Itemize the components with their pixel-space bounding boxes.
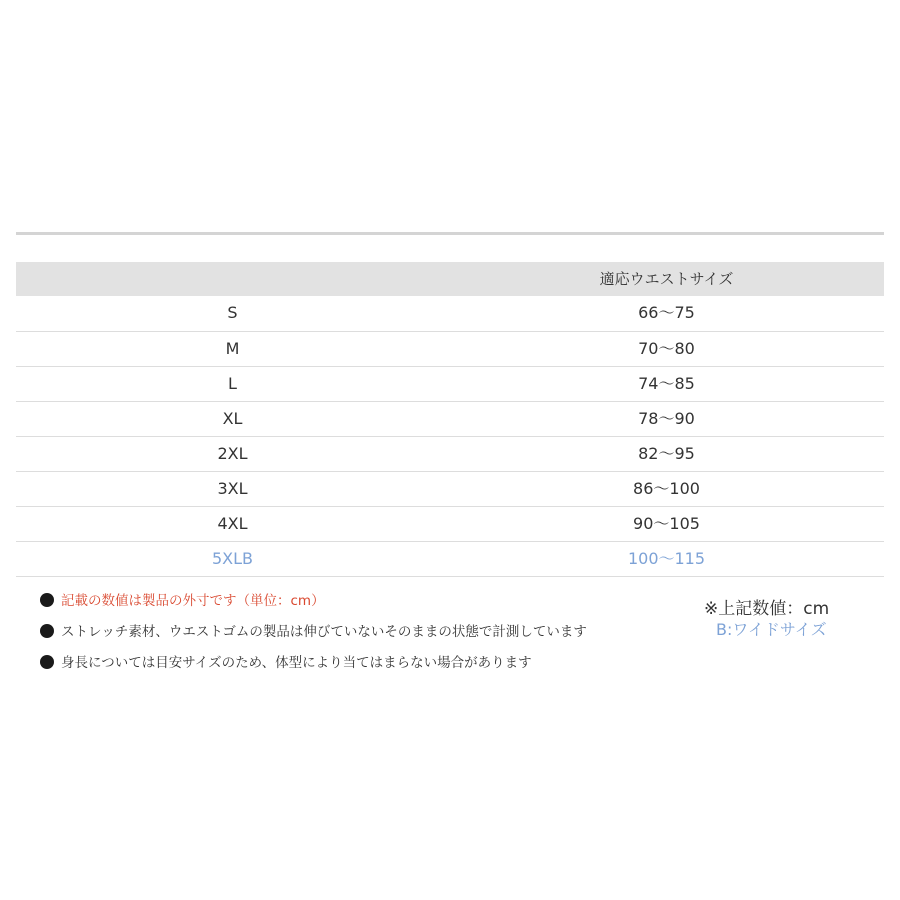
size-cell: 4XL <box>16 506 449 541</box>
table-row <box>16 541 884 576</box>
note-item <box>40 623 587 654</box>
header-waist: 適応ウエストサイズ <box>599 270 734 288</box>
waist-cell: 78〜90 <box>449 401 884 436</box>
waist-cell: 86〜100 <box>449 471 884 506</box>
header-size <box>16 262 449 296</box>
size-cell: S <box>16 296 449 331</box>
waist-cell: 66〜75 <box>449 296 884 331</box>
bullet-dot-icon <box>40 655 54 669</box>
note-text: ストレッチ素材、ウエストゴムの製品は伸びていないそのままの状態で計測しています <box>61 624 587 640</box>
table-row <box>16 471 884 506</box>
table-row <box>16 366 884 401</box>
table-row <box>16 296 884 331</box>
waist-cell: 70〜80 <box>449 331 884 366</box>
bullet-dot-icon <box>40 593 54 607</box>
table-row <box>16 331 884 366</box>
waist-cell: 74〜85 <box>449 366 884 401</box>
waist-cell: 100〜115 <box>449 541 884 576</box>
table-row <box>16 506 884 541</box>
note-text: 記載の数値は製品の外寸です（単位：cm） <box>61 593 325 609</box>
size-rows <box>16 296 884 576</box>
wide-size-note: B:ワイドサイズ <box>716 620 827 639</box>
size-cell: 2XL <box>16 436 449 471</box>
note-item <box>40 654 587 685</box>
size-cell: L <box>16 366 449 401</box>
unit-note: ※上記数値：cm <box>704 599 830 619</box>
note-text: 身長については目安サイズのため、体型により当てはまらない場合があります <box>61 655 532 671</box>
waist-cell: 82〜95 <box>449 436 884 471</box>
waist-cell: 90〜105 <box>449 506 884 541</box>
note-item <box>40 592 587 623</box>
table-row <box>16 436 884 471</box>
size-chart-table <box>16 262 884 577</box>
table-header-row <box>16 262 884 296</box>
notes-list <box>40 592 587 685</box>
table-row <box>16 401 884 436</box>
size-cell: 3XL <box>16 471 449 506</box>
size-cell: XL <box>16 401 449 436</box>
size-cell: M <box>16 331 449 366</box>
top-divider <box>16 232 884 235</box>
size-cell: 5XLB <box>16 541 449 576</box>
unit-legend <box>704 598 864 640</box>
bullet-dot-icon <box>40 624 54 638</box>
